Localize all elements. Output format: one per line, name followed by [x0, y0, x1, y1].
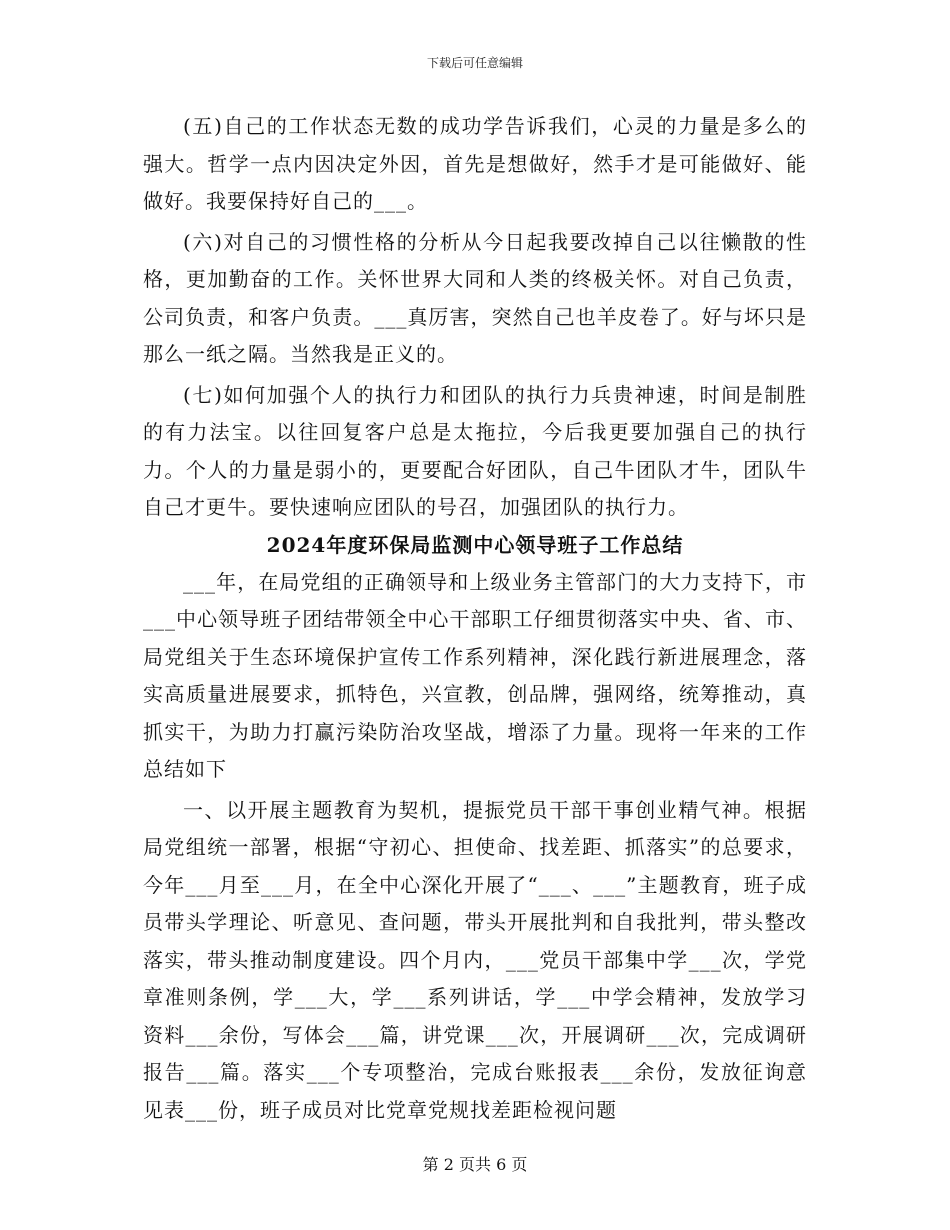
section-one-paragraph: 一、以开展主题教育为契机，提振党员干部干事创业精气神。根据局党组统一部署，根据“守初心、担使命、找差距、抓落实”的总要求，今年___月至___月，在全中心深化开展了“___、___”主题教育，班子成员带头学理论、听意见、查问题，带头开展批判和自我批判，带头整改落实，带头推动制度建设。四个月内，___党员干部集中学___次，学党章准则条例，学___大，学___系列讲话，学___中学会精神，发放学习资料___余份，写体会___篇，讲党课___次，开展调研___次，完成调研报告___篇。落实___个专项整治，完成台账报表___余份，发放征询意见表___份，班子成员对比党章党规找差距检视问题	[143, 797, 807, 1122]
paragraph-7: (七)如何加强个人的执行力和团队的执行力兵贵神速，时间是制胜的有力法宝。以往回复客户总是太拖拉，今后我更要加强自己的执行力。个人的力量是弱小的，更要配合好团队，自己牛团队才牛，团队牛自己才更牛。要快速响应团队的号召，加强团队的执行力。	[143, 382, 807, 519]
page-header: 下载后可任意编辑	[426, 56, 523, 70]
section-title: 2024年度环保局监测中心领导班子工作总结	[266, 532, 684, 557]
paragraph-6: (六)对自己的习惯性格的分析从今日起我要改掉自己以往懒散的性格，更加勤奋的工作。关怀世界大同和人类的终极关怀。对自己负责，公司负责，和客户负责。___真厉害，突然自己也羊皮卷了。好与坏只是那么一纸之隔。当然我是正义的。	[143, 229, 807, 366]
document-body	[143, 108, 807, 1129]
paragraph-5: (五)自己的工作状态无数的成功学告诉我们，心灵的力量是多么的强大。哲学一点内因决定外因，首先是想做好，然手才是可能做好、能做好。我要保持好自己的___。	[143, 114, 807, 213]
page-footer: 第 2 页共 6 页	[422, 1155, 528, 1174]
summary-intro-paragraph: ___年，在局党组的正确领导和上级业务主管部门的大力支持下，市___中心领导班子团结带领全中心干部职工仔细贯彻落实中央、省、市、局党组关于生态环境保护宣传工作系列精神，深化践行新进展理念，落实高质量进展要求，抓特色，兴宣教，创品牌，强网络，统筹推动，真抓实干，为助力打赢污染防治攻坚战，增添了力量。现将一年来的工作总结如下	[143, 569, 807, 781]
